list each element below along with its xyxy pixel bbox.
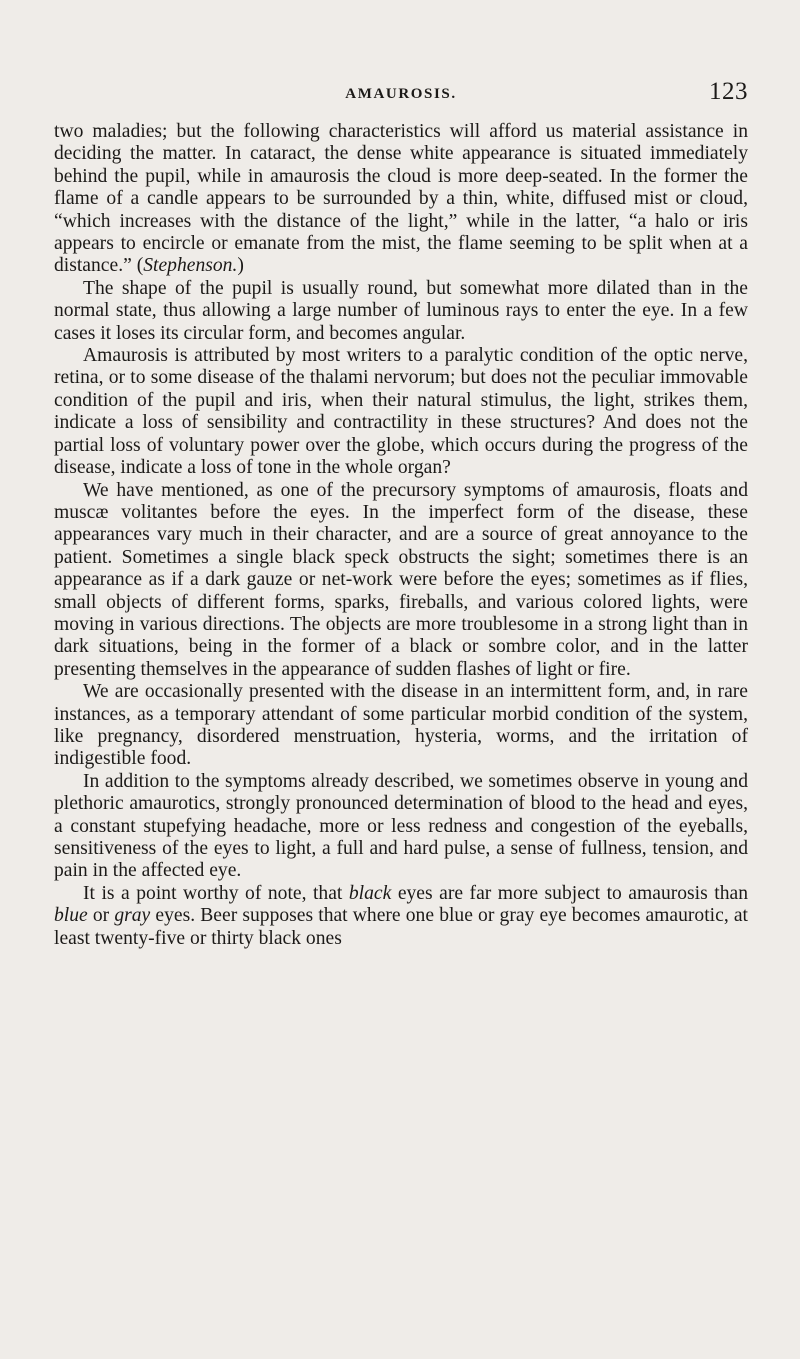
running-head xyxy=(54,78,748,108)
text-run: The shape of the pupil is usually round, but somewhat more dilated than in the normal state, thus allowing a large number of luminous rays to enter the eye. In a few cases it loses its circular form, and becomes angular. xyxy=(54,277,748,344)
text-run: eyes. Beer supposes that where one blue or gray eye becomes amaurotic, at least twenty-five or thirty black ones xyxy=(54,905,748,949)
paragraph-p7 xyxy=(54,883,748,950)
paragraph-p5 xyxy=(54,681,748,771)
text-run: Amaurosis is attributed by most writers to a paralytic condition of the optic nerve, retina, or to some disease of the thalami nervorum; but does not the peculiar immovable condition of the pupil and iris, when their natural stimulus, the light, strikes them, indicate a loss of sensibility and contractility in these structures? And does not the partial loss of voluntary power over the globe, which occurs during the progress of the disease, indicate a loss of tone in the whole organ? xyxy=(54,345,748,479)
text-run: We have mentioned, as one of the precursory symptoms of amaurosis, floats and muscæ volitantes before the eyes. In the imperfect form of the disease, these appearances vary much in their character, and are a source of great annoyance to the patient. Sometimes a single black speck obstructs the sight; sometimes there is an appearance as if a dark gauze or net-work were before the eyes; sometimes as if flies, small objects of different forms, sparks, fireballs, and various colored lights, were moving in various directions. The objects are more troublesome in a strong light than in dark situations, being in the former of a black or sombre color, and in the latter presenting themselves in the appearance of sudden flashes of light or fire. xyxy=(54,479,748,680)
text-run: It is a point worthy of note, that xyxy=(83,882,349,904)
paragraph-p1 xyxy=(54,121,748,278)
text-run: or xyxy=(87,905,115,927)
italic-text: blue xyxy=(54,905,88,927)
text-run: We are occasionally presented with the disease in an intermittent form, and, in rare instances, as a temporary attendant of some particular morbid condition of the system, like pregnancy, disordered menstruation, hysteria, worms, and the irritation of indigestible food. xyxy=(54,681,748,770)
page-number: 123 xyxy=(709,78,748,105)
text-run: In addition to the symptoms already described, we sometimes observe in young and plethoric amaurotics, strongly pronounced determination of blood to the head and eyes, a constant stupefying headache, more or less redness and congestion of the eyeballs, sensitiveness of the eyes to light, a full and hard pulse, a sense of fullness, tension, and pain in the affected eye. xyxy=(54,770,748,882)
paragraph-p2 xyxy=(54,278,748,345)
italic-text: black xyxy=(348,882,392,904)
text-run: eyes are far more subject to amaurosis than xyxy=(391,882,748,904)
italic-text: gray xyxy=(114,905,151,927)
text-run: ) xyxy=(237,255,244,277)
paragraph-p3 xyxy=(54,345,748,479)
paragraph-p6 xyxy=(54,771,748,883)
body-text xyxy=(54,121,748,950)
paragraph-p4 xyxy=(54,480,748,682)
running-title: AMAUROSIS. xyxy=(345,86,457,102)
italic-text: Stephenson. xyxy=(143,255,238,277)
text-run: two maladies; but the following characteristics will afford us material assistance in deciding the matter. In cataract, the dense white appearance is situated immediately behind the pupil, while in amaurosis the cloud is more deep-seated. In the former the flame of a candle appears to be surrounded by a thin, white, diffused mist or cloud, “which increases with the distance of the light,” while in the latter, “a halo or iris appears to encircle or emanate from the mist, the flame seeming to be split when at a distance.” ( xyxy=(54,121,748,277)
